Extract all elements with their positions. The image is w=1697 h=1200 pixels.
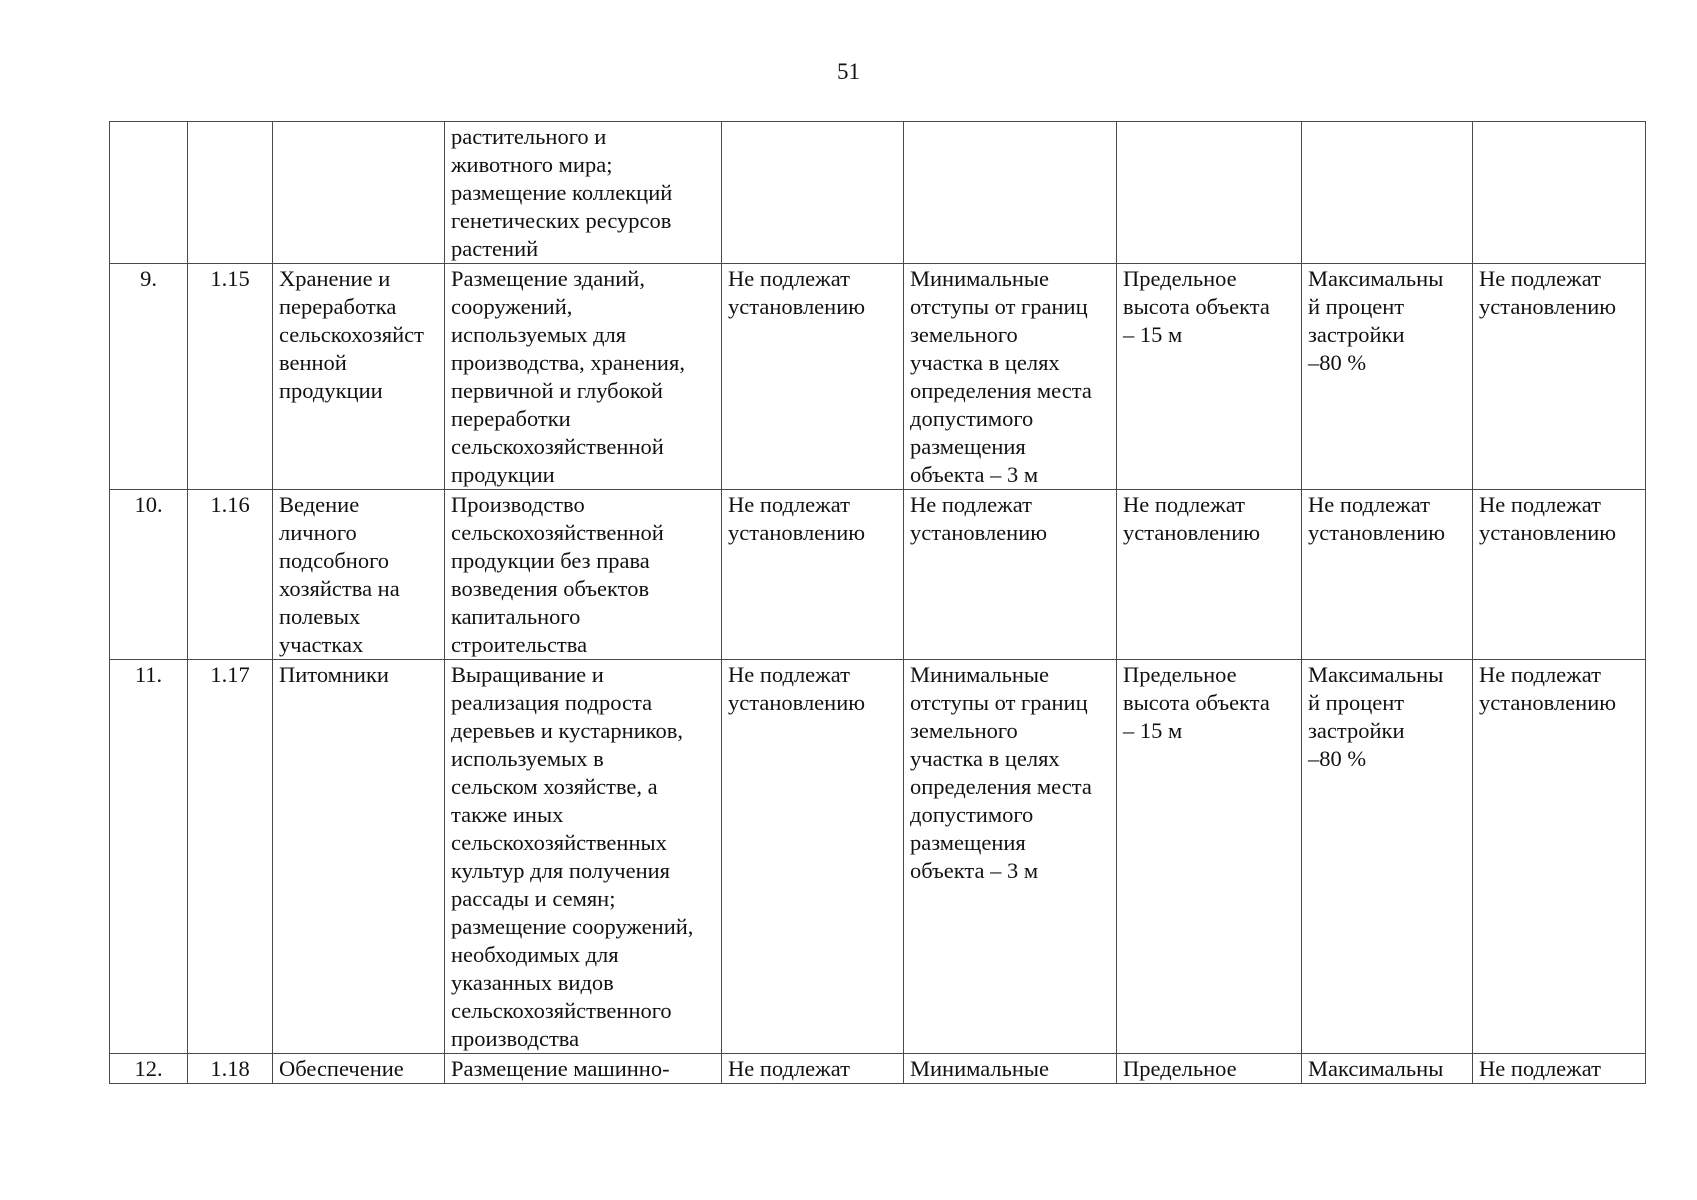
page-number: 51 bbox=[837, 59, 860, 84]
use-name-cell: Хранение и переработка сельскохозяйст венной продукции bbox=[273, 264, 445, 490]
table-cell: Максимальны bbox=[1302, 1054, 1473, 1084]
table-cell: Предельное высота объекта – 15 м bbox=[1117, 660, 1302, 1054]
use-name-cell bbox=[273, 122, 445, 264]
table-cell: Не подлежат установлению bbox=[722, 490, 904, 660]
use-name-cell: Обеспечение bbox=[273, 1054, 445, 1084]
table-cell bbox=[1473, 122, 1646, 264]
table-cell: Не подлежат bbox=[1473, 1054, 1646, 1084]
table-cell: Предельное bbox=[1117, 1054, 1302, 1084]
use-description-cell: Выращивание и реализация подроста деревьев и кустарников, используемых в сельском хозяйстве, а также иных сельскохозяйственных культур для получения рассады и семян; размещение сооружений, необходимых для указанных видов сельскохозяйственного производства bbox=[445, 660, 722, 1054]
use-description-cell: Размещение машинно- bbox=[445, 1054, 722, 1084]
table-row bbox=[110, 660, 1646, 1054]
table-row bbox=[110, 490, 1646, 660]
table-cell: Не подлежат установлению bbox=[722, 660, 904, 1054]
use-code-cell bbox=[188, 122, 273, 264]
use-name-cell: Ведение личного подсобного хозяйства на полевых участках bbox=[273, 490, 445, 660]
use-description-cell: Размещение зданий, сооружений, используемых для производства, хранения, первичной и глубокой переработки сельскохозяйственной продукции bbox=[445, 264, 722, 490]
table-cell: Не подлежат установлению bbox=[1473, 490, 1646, 660]
use-code-cell: 1.15 bbox=[188, 264, 273, 490]
table-cell: Не подлежат установлению bbox=[722, 264, 904, 490]
use-code-cell: 1.17 bbox=[188, 660, 273, 1054]
row-number-cell bbox=[110, 122, 188, 264]
row-number-cell: 9. bbox=[110, 264, 188, 490]
use-description-cell: растительного и животного мира; размещение коллекций генетических ресурсов растений bbox=[445, 122, 722, 264]
table-cell bbox=[722, 122, 904, 264]
table-row bbox=[110, 264, 1646, 490]
table-cell: Минимальные отступы от границ земельного участка в целях определения места допустимого размещения объекта – 3 м bbox=[904, 264, 1117, 490]
table-row bbox=[110, 122, 1646, 264]
table-cell: Максимальны й процент застройки –80 % bbox=[1302, 264, 1473, 490]
table-cell bbox=[1117, 122, 1302, 264]
table-cell: Не подлежат установлению bbox=[1117, 490, 1302, 660]
row-number-cell: 11. bbox=[110, 660, 188, 1054]
table-cell: Минимальные bbox=[904, 1054, 1117, 1084]
use-name-cell: Питомники bbox=[273, 660, 445, 1054]
table-cell: Не подлежат установлению bbox=[1302, 490, 1473, 660]
table-row bbox=[110, 1054, 1646, 1084]
table-cell: Не подлежат bbox=[722, 1054, 904, 1084]
table-cell: Минимальные отступы от границ земельного участка в целях определения места допустимого размещения объекта – 3 м bbox=[904, 660, 1117, 1054]
table-cell: Предельное высота объекта – 15 м bbox=[1117, 264, 1302, 490]
table-cell: Не подлежат установлению bbox=[904, 490, 1117, 660]
table-cell: Не подлежат установлению bbox=[1473, 264, 1646, 490]
use-description-cell: Производство сельскохозяйственной продукции без права возведения объектов капитального строительства bbox=[445, 490, 722, 660]
use-code-cell: 1.16 bbox=[188, 490, 273, 660]
row-number-cell: 12. bbox=[110, 1054, 188, 1084]
row-number-cell: 10. bbox=[110, 490, 188, 660]
table-cell bbox=[1302, 122, 1473, 264]
table-cell: Максимальны й процент застройки –80 % bbox=[1302, 660, 1473, 1054]
table-cell bbox=[904, 122, 1117, 264]
use-code-cell: 1.18 bbox=[188, 1054, 273, 1084]
table-cell: Не подлежат установлению bbox=[1473, 660, 1646, 1054]
zoning-table bbox=[109, 121, 1646, 1084]
